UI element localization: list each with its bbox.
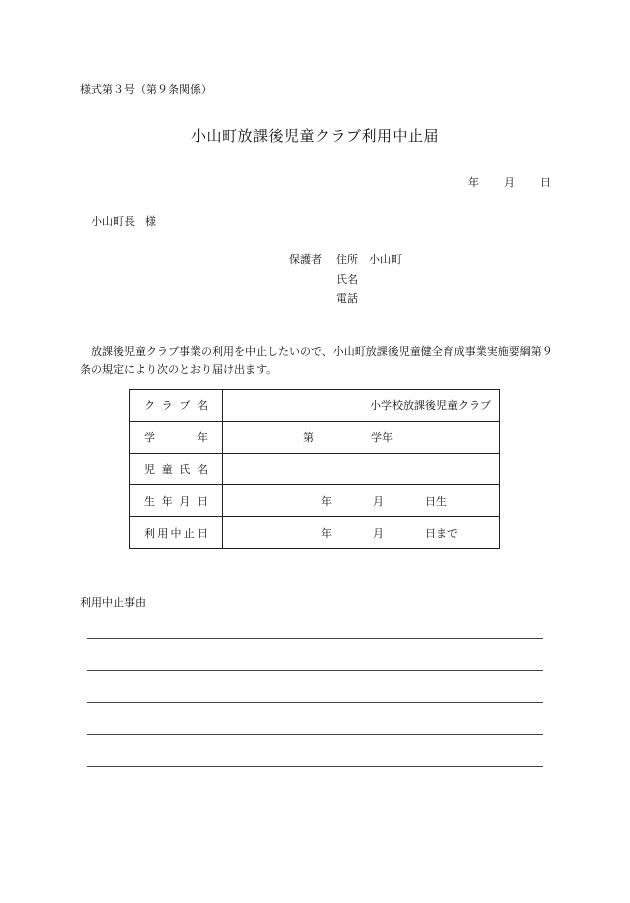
- birth-year: 年: [321, 494, 332, 508]
- name-label: 氏名: [336, 273, 358, 286]
- reason-line-3[interactable]: [87, 702, 543, 703]
- label-char: 止: [183, 526, 195, 540]
- date-month: 月: [504, 176, 515, 189]
- label-char: 日: [196, 494, 208, 508]
- stop-day: 日まで: [425, 526, 458, 540]
- address-value: 小山町: [369, 253, 402, 266]
- addressee-honorific: 様: [145, 215, 156, 228]
- birth-month: 月: [373, 494, 384, 508]
- label-char: 日: [197, 526, 208, 540]
- label-char: 童: [161, 462, 173, 476]
- label-char: 中: [170, 526, 182, 540]
- table-row: [130, 517, 500, 549]
- reason-line-2[interactable]: [87, 670, 543, 671]
- label-char: 名: [196, 462, 208, 476]
- club-value-cell[interactable]: [223, 390, 500, 422]
- child-name-label-cell: [130, 453, 223, 485]
- stop-date-label-cell: [130, 517, 223, 549]
- club-label-cell: [130, 390, 223, 422]
- stop-year: 年: [321, 526, 332, 540]
- stop-month: 月: [373, 526, 384, 540]
- label-char: ブ: [179, 399, 191, 413]
- guardian-label: 保護者: [289, 253, 322, 266]
- label-char: 学: [144, 431, 155, 445]
- club-value: 小学校放課後児童クラブ: [370, 399, 491, 413]
- label-char: 児: [144, 462, 155, 476]
- grade-suffix: 学年: [371, 431, 393, 445]
- table-row: [130, 485, 500, 517]
- label-char: 年: [197, 431, 208, 445]
- child-name-value-cell[interactable]: [223, 453, 500, 485]
- label-char: 名: [196, 399, 208, 413]
- label-char: 利: [144, 526, 155, 540]
- table-row: [130, 390, 500, 422]
- label-char: 用: [157, 526, 169, 540]
- form-number: 様式第３号（第９条関係）: [80, 83, 212, 96]
- date-line: [468, 174, 551, 190]
- date-day: 日: [540, 176, 551, 189]
- label-char: ク: [144, 399, 155, 413]
- label-char: ラ: [161, 399, 173, 413]
- birth-label-cell: [130, 485, 223, 517]
- label-char: 年: [161, 494, 173, 508]
- birth-day: 日生: [425, 494, 447, 508]
- table-row: [130, 421, 500, 453]
- birth-value-cell[interactable]: [223, 485, 500, 517]
- label-char: 氏: [179, 462, 191, 476]
- label-char: 生: [144, 494, 155, 508]
- grade-label: [144, 429, 208, 445]
- club-label: [144, 397, 208, 413]
- body-text: 放課後児童クラブ事業の利用を中止したいので、小山町放課後児童健全育成事業実施要綱第９条の規定により次のとおり届け出ます。: [80, 345, 553, 376]
- addressee: [91, 213, 156, 229]
- address-label: 住所: [336, 253, 358, 266]
- stop-date-value-cell[interactable]: [223, 517, 500, 549]
- reason-line-5[interactable]: [87, 766, 543, 767]
- table-row: [130, 453, 500, 485]
- document-title: 小山町放課後児童クラブ利用中止届: [190, 127, 439, 145]
- phone-label: 電話: [336, 292, 358, 305]
- addressee-name: 小山町長: [91, 215, 135, 228]
- grade-label-cell: [130, 421, 223, 453]
- info-table: [129, 389, 500, 549]
- grade-prefix: 第: [303, 431, 314, 445]
- reason-label: 利用中止事由: [80, 596, 146, 609]
- reason-line-4[interactable]: [87, 734, 543, 735]
- label-char: 月: [179, 494, 191, 508]
- reason-line-1[interactable]: [87, 638, 543, 639]
- child-name-label: [144, 461, 208, 477]
- grade-value-cell[interactable]: [223, 421, 500, 453]
- birth-label: [144, 493, 208, 509]
- date-year: 年: [468, 176, 479, 189]
- stop-date-label: [144, 525, 208, 541]
